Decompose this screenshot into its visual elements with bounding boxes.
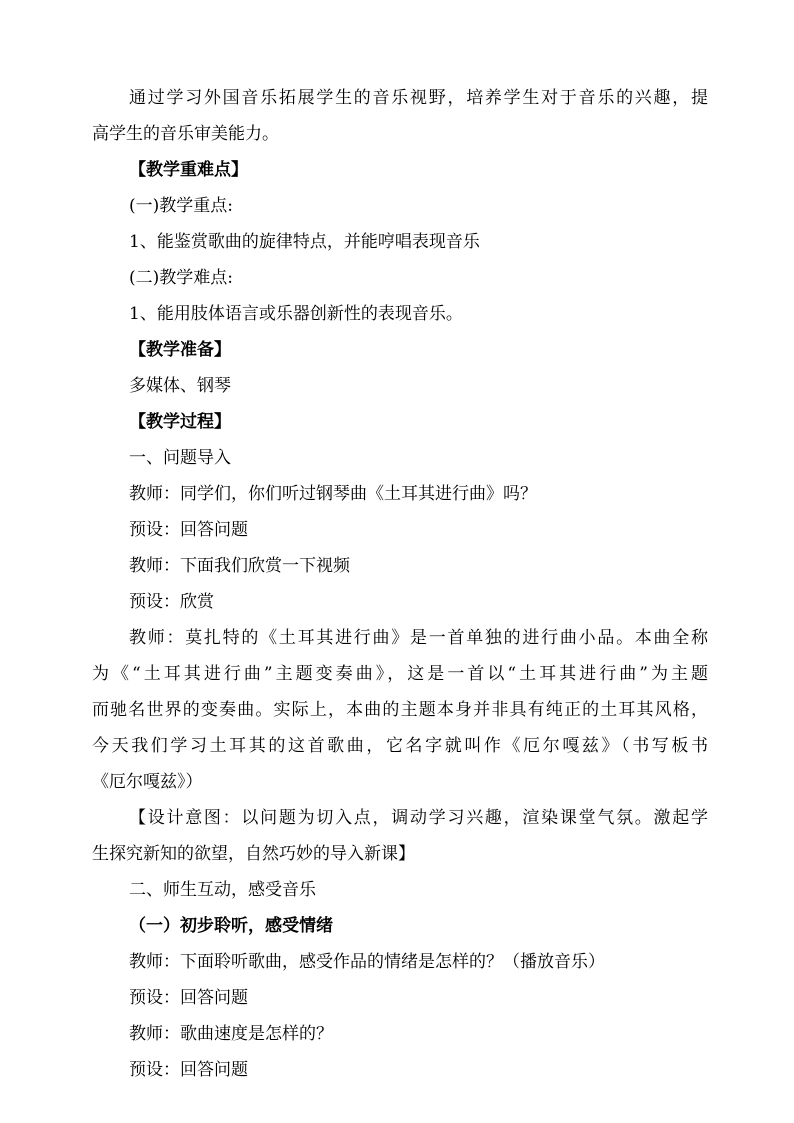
- dialogue-line: 教师：同学们，你们听过钢琴曲《土耳其进行曲》吗？: [129, 484, 537, 504]
- dialogue-line: 预设：回答问题: [129, 520, 248, 540]
- key-points-label: (一)教学重点:: [129, 196, 233, 216]
- dialogue-line: 预设：回答问题: [129, 988, 248, 1008]
- preparation-heading: 【教学准备】: [129, 340, 231, 360]
- difficult-points-label: (二)教学难点:: [129, 268, 233, 288]
- intro-line-1: 通过学习外国音乐拓展学生的音乐视野，培养学生对于音乐的兴趣，提: [129, 88, 708, 108]
- teacher-para-line-5: 《厄尔嘎兹》）: [92, 772, 203, 792]
- dialogue-line: 预设：欣赏: [129, 592, 214, 612]
- section-1-title: 一、问题导入: [129, 448, 231, 468]
- dialogue-line: 教师：歌曲速度是怎样的？: [129, 1024, 333, 1044]
- teacher-para-line-3: 而驰名世界的变奏曲。实际上，本曲的主题本身并非具有纯正的土耳其风格，: [92, 700, 708, 720]
- difficult-points-item: 1、能用肢体语言或乐器创新性的表现音乐。: [129, 304, 463, 324]
- teacher-para-line-1: 教师：莫扎特的《土耳其进行曲》是一首单独的进行曲小品。本曲全称: [129, 628, 708, 648]
- intro-line-2: 高学生的音乐审美能力。: [92, 124, 279, 144]
- dialogue-line: 预设：回答问题: [129, 1060, 248, 1080]
- key-points-item: 1、能鉴赏歌曲的旋律特点，并能哼唱表现音乐: [129, 232, 480, 252]
- dialogue-line: 教师：下面我们欣赏一下视频: [129, 556, 350, 576]
- teacher-para-line-2: 为《“土耳其进行曲”主题变奏曲》，这是一首以“土耳其进行曲”为主题: [92, 664, 708, 684]
- section-2-title: 二、师生互动，感受音乐: [129, 880, 316, 900]
- sub-section-1-title: （一）初步聆听，感受情绪: [129, 916, 333, 936]
- teacher-para-line-4: 今天我们学习土耳其的这首歌曲，它名字就叫作《厄尔嘎兹》（书写板书: [92, 736, 708, 756]
- preparation-content: 多媒体、钢琴: [129, 376, 231, 396]
- dialogue-line: 教师：下面聆听歌曲，感受作品的情绪是怎样的？（播放音乐）: [129, 952, 605, 972]
- document-page: [92, 80, 708, 1088]
- design-intent-line-2: 生探究新知的欲望，自然巧妙的导入新课】: [92, 844, 415, 864]
- focus-heading: 【教学重难点】: [129, 160, 248, 180]
- design-intent-line-1: 【设计意图：以问题为切入点，调动学习兴趣，渲染课堂气氛。激起学: [129, 808, 708, 828]
- process-heading: 【教学过程】: [129, 412, 231, 432]
